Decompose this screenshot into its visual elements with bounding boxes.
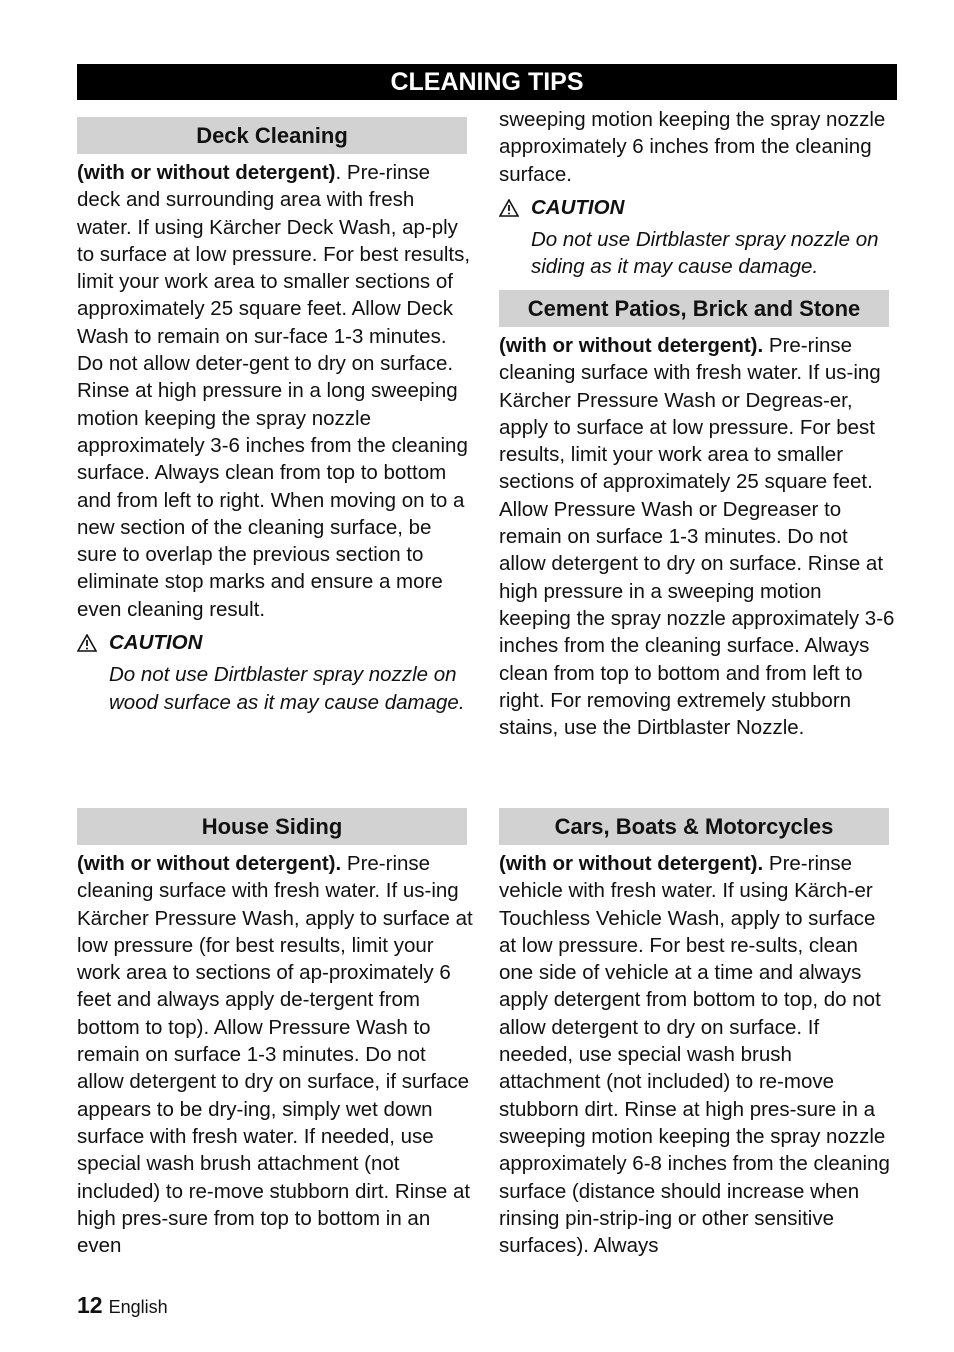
cars-text <box>499 850 895 1259</box>
house-siding-text <box>77 850 473 1259</box>
siding-continuation-text: sweeping motion keeping the spray nozzle approximately 6 inches from the cleaning surface. <box>499 108 886 186</box>
cars-body: Pre-rinse vehicle with fresh water. If using Kärch-er Touchless Vehicle Wash, apply to surface at low pressure. For best re-sults, clean one side of vehicle at a time and always apply detergent from bottom to top, do not allow detergent to dry on surface. If needed, use special wash brush attachment (not included) to re-move stubborn dirt. Rinse at high pres-sure in a sweeping motion keeping the spray nozzle approximately 6-8 inches from the cleaning surface (distance should increase when rinsing pin-strip-ing or other sensitive surfaces). Always <box>499 852 890 1258</box>
deck-caution-text: Do not use Dirtblaster spray nozzle on wood surface as it may cause damage. <box>109 663 465 714</box>
siding-caution-label: CAUTION <box>531 195 625 219</box>
siding-caution-text: Do not use Dirtblaster spray nozzle on siding as it may cause damage. <box>531 228 879 279</box>
deck-cleaning-text <box>77 159 473 623</box>
siding-caution <box>499 194 895 281</box>
cars-lead: (with or without detergent). <box>499 852 764 875</box>
house-siding-section <box>77 808 473 1259</box>
footer-language: English <box>108 1297 168 1317</box>
page-title: CLEANING TIPS <box>77 64 897 100</box>
cement-section <box>499 290 895 741</box>
siding-continuation <box>499 106 895 281</box>
deck-cleaning-section <box>77 117 473 716</box>
cement-lead: (with or without detergent). <box>499 334 764 357</box>
deck-cleaning-body: . Pre-rinse deck and surrounding area with fresh water. If using Kärcher Deck Wash, ap-ply to surface at low pressure. For best results, limit your work area to smaller sections of approximately 25 square feet. Allow Deck Wash to remain on sur-face 1-3 minutes. Do not allow deter-gent to dry on surface. Rinse at high pressure in a long sweeping motion keeping the spray nozzle approximately 3-6 inches from the cleaning surface. Always clean from top to bottom and from left to right. When moving on to a new section of the cleaning surface, be sure to overlap the previous section to eliminate stop marks and ensure a more even cleaning result. <box>77 161 471 621</box>
warning-triangle-icon <box>499 199 519 217</box>
deck-caution-label: CAUTION <box>109 631 203 655</box>
deck-cleaning-lead: (with or without detergent) <box>77 161 336 184</box>
deck-cleaning-heading: Deck Cleaning <box>77 117 467 154</box>
cars-section <box>499 808 895 1259</box>
cement-text <box>499 332 895 741</box>
house-siding-lead: (with or without detergent). <box>77 852 342 875</box>
page-footer <box>77 1292 168 1319</box>
cement-body: Pre-rinse cleaning surface with fresh water. If us-ing Kärcher Pressure Wash or Degreas-er, apply to surface at low pressure. For best results, limit your work area to smaller sections of approximately 25 square feet. Allow Pressure Wash or Degreaser to remain on surface 1-3 minutes. Do not allow detergent to dry on surface. Rinse at high pressure in a sweeping motion keeping the spray nozzle approximately 3-6 inches from the cleaning surface. Always clean from top to bottom and from left to right. For removing extremely stubborn stains, use the Dirtblaster Nozzle. <box>499 334 895 740</box>
deck-caution <box>77 629 473 716</box>
cement-heading: Cement Patios, Brick and Stone <box>499 290 889 327</box>
house-siding-heading: House Siding <box>77 808 467 845</box>
house-siding-body: Pre-rinse cleaning surface with fresh water. If us-ing Kärcher Pressure Wash, apply to surface at low pressure (for best results, limit your work area to sections of ap-proximately 6 feet and always apply de-tergent from bottom to top). Allow Pressure Wash to remain on surface 1-3 minutes. Do not allow detergent to dry on surface, if surface appears to be dry-ing, simply wet down surface with fresh water. If needed, use special wash brush attachment (not included) to re-move stubborn dirt. Rinse at high pres-sure from top to bottom in an even <box>77 852 473 1258</box>
warning-triangle-icon <box>77 634 97 652</box>
cars-heading: Cars, Boats & Motorcycles <box>499 808 889 845</box>
page-number: 12 <box>77 1292 103 1318</box>
